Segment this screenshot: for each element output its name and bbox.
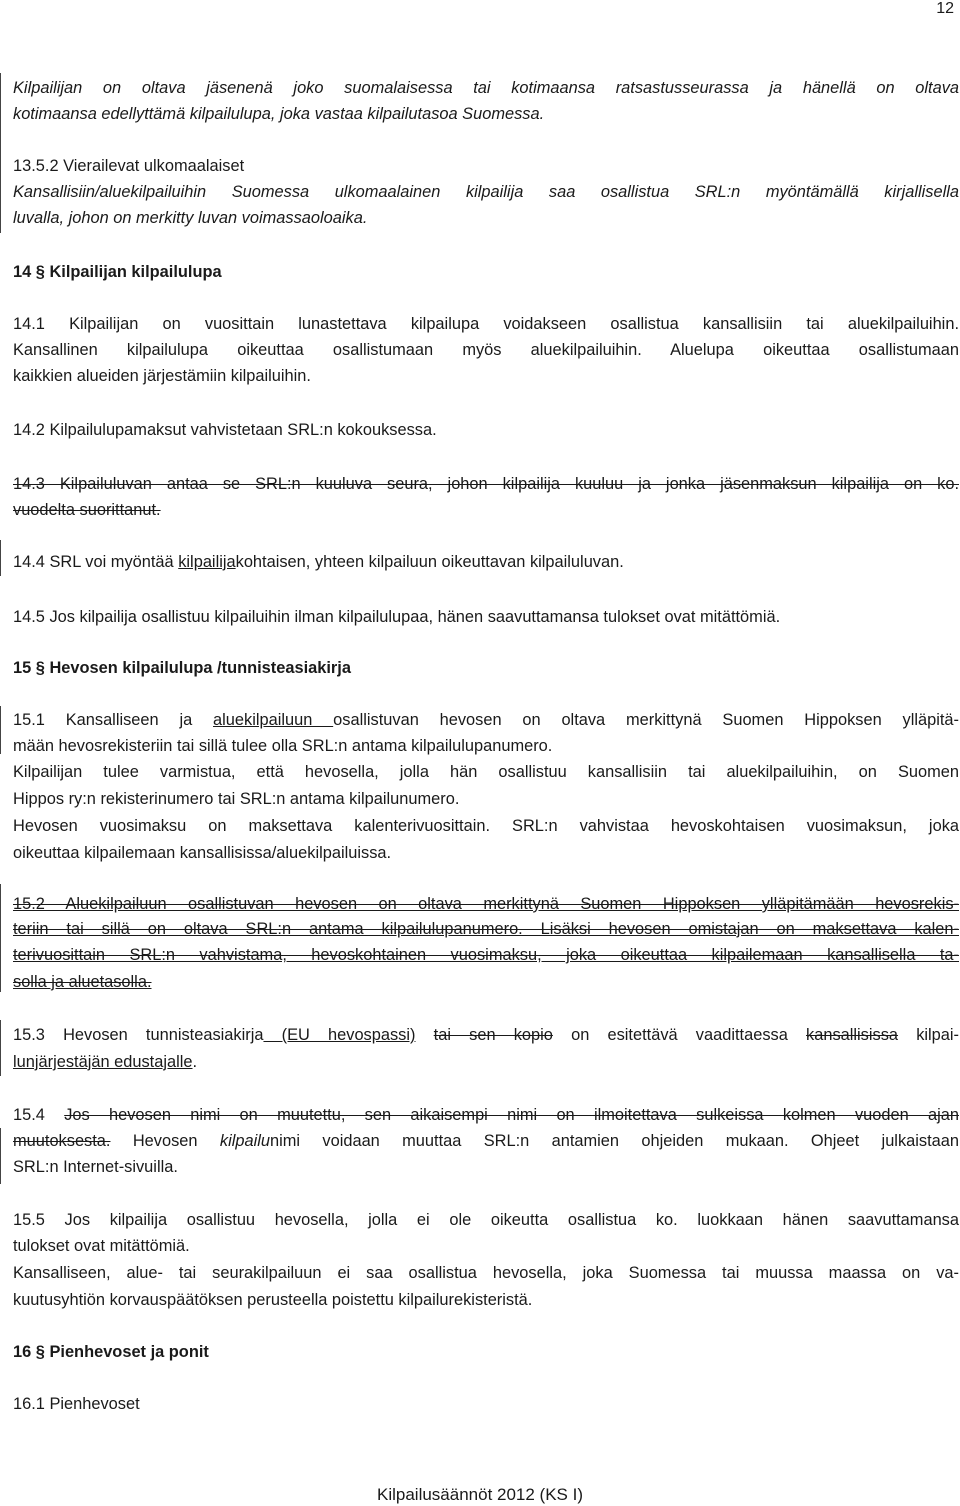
struck-text: kansallisissa bbox=[806, 1026, 899, 1044]
paragraph-16-1: 16.1 Pienhevoset bbox=[13, 1395, 140, 1413]
text-run: . bbox=[192, 1053, 198, 1071]
underlined-text: lunjärjestäjän edustajalle bbox=[13, 1053, 193, 1071]
paragraph-13-5-2-line: Kansallisiin/aluekilpailuihin Suomessa ulkomaalainen kilpailija saa osallistua SRL:n myöntämällä kirjallisella bbox=[13, 183, 959, 201]
section-heading-14: 14 § Kilpailijan kilpailulupa bbox=[13, 263, 222, 281]
text-run: Hevosen bbox=[110, 1132, 220, 1150]
paragraph-15-5-line: kuutusyhtiön korvauspäätöksen perusteella poistettu kilpailurekisteristä. bbox=[13, 1291, 533, 1309]
underlined-text: kilpailija bbox=[178, 553, 236, 571]
paragraph-15-1-line: mään hevosrekisteriin tai sillä tulee olla SRL:n antama kilpailulupanumero. bbox=[13, 737, 553, 755]
paragraph-15-4-line bbox=[13, 1107, 959, 1123]
paragraph-15-1-line: Hippos ry:n rekisterinumero tai SRL:n antama kilpailunumero. bbox=[13, 790, 460, 808]
struck-text: tai sen kopio bbox=[433, 1026, 553, 1044]
text-run: 15.4 bbox=[13, 1106, 65, 1124]
paragraph-14-1-line: Kansallinen kilpailulupa oikeuttaa osallistumaan myös aluekilpailuihin. Aluelupa oikeuttaa osallistumaan bbox=[13, 341, 959, 359]
paragraph-15-1-line: oikeuttaa kilpailemaan kansallisissa/aluekilpailuissa. bbox=[13, 844, 392, 862]
paragraph-15-2-struck-line: 15.2 Aluekilpailuun osallistuvan hevosen on oltava merkittynä Suomen Hippoksen ylläpitämään hevosrekis- bbox=[13, 895, 959, 913]
change-bar bbox=[0, 1020, 1, 1076]
page-footer: Kilpailusäännöt 2012 (KS I) bbox=[376, 1485, 584, 1504]
paragraph-13-5-line: Kilpailijan on oltava jäsenenä joko suomalaisessa tai kotimaansa ratsastusseurassa ja hänellä on oltava bbox=[13, 79, 959, 97]
paragraph-15-1-line bbox=[13, 712, 959, 728]
text-run: 14.4 SRL voi myöntää bbox=[13, 553, 179, 571]
paragraph-14-1-line: 14.1 Kilpailijan on vuosittain lunastettava kilpailupa voidakseen osallistua kansallisiin tai aluekilpailuihin. bbox=[13, 315, 959, 333]
text-run: osallistuvan hevosen on oltava merkittynä Suomen Hippoksen ylläpitä- bbox=[333, 711, 959, 729]
section-heading-16: 16 § Pienhevoset ja ponit bbox=[13, 1343, 209, 1361]
paragraph-14-3-struck-line: vuodelta suorittanut. bbox=[13, 501, 161, 519]
paragraph-15-5-line: tulokset ovat mitättömiä. bbox=[13, 1237, 190, 1255]
text-run: nimi voidaan muuttaa SRL:n antamien ohjeiden mukaan. Ohjeet julkaistaan bbox=[269, 1132, 959, 1150]
change-bar bbox=[0, 706, 1, 754]
text-run: on esitettävä vaadittaessa bbox=[552, 1026, 807, 1044]
paragraph-15-5-line: Kansalliseen, alue- tai seurakilpailuun ei saa osallistua hevosella, joka Suomessa tai muussa maassa on va- bbox=[13, 1264, 959, 1282]
change-bar bbox=[0, 884, 1, 992]
underlined-text: aluekilpailuun bbox=[213, 711, 334, 729]
paragraph-14-4 bbox=[13, 554, 624, 570]
section-heading-15: 15 § Hevosen kilpailulupa /tunnisteasiakirja bbox=[13, 659, 351, 677]
paragraph-14-3-struck-line: 14.3 Kilpailuluvan antaa se SRL:n kuuluva seura, johon kilpailija kuuluu ja jonka jäsenmaksun kilpailija on ko. bbox=[13, 475, 959, 493]
struck-text: Jos hevosen nimi on muutettu, sen aikaisempi nimi on ilmoitettava sulkeissa kolmen vuoden ajan bbox=[64, 1106, 959, 1124]
paragraph-15-2-struck-line: solla ja aluetasolla. bbox=[13, 973, 152, 991]
change-bar bbox=[0, 1128, 1, 1184]
paragraph-14-5: 14.5 Jos kilpailija osallistuu kilpailuihin ilman kilpailulupaa, hänen saavuttamansa tulokset ovat mitättömiä. bbox=[13, 608, 781, 626]
paragraph-15-2-struck-line: teriin tai sillä on oltava SRL:n antama kilpailulupanumero. Lisäksi hevosen omistajan on maksettava kalen- bbox=[13, 920, 959, 938]
text-run: kohtaisen, yhteen kilpailuun oikeuttavan kilpailuluvan. bbox=[235, 553, 624, 571]
paragraph-15-4-line: SRL:n Internet-sivuilla. bbox=[13, 1158, 178, 1176]
paragraph-15-1-line: Kilpailijan tulee varmistua, että hevosella, jolla hän osallistuu kansallisiin tai aluekilpailuihin, on Suomen bbox=[13, 763, 959, 781]
struck-text: muutoksesta. bbox=[13, 1132, 111, 1150]
change-bar bbox=[0, 73, 1, 233]
paragraph-14-2: 14.2 Kilpailulupamaksut vahvistetaan SRL:n kokouksessa. bbox=[13, 421, 437, 439]
paragraph-15-3-line bbox=[13, 1027, 959, 1043]
paragraph-14-1-line: kaikkien alueiden järjestämiin kilpailuihin. bbox=[13, 367, 311, 385]
paragraph-15-4-line bbox=[13, 1133, 959, 1149]
text-run bbox=[415, 1026, 433, 1044]
paragraph-15-2-struck-line: terivuosittain SRL:n vahvistama, hevoskohtainen vuosimaksu, joka oikeuttaa kilpailemaan kansallisella ta- bbox=[13, 946, 959, 964]
text-run: 15.3 Hevosen tunnisteasiakirja bbox=[13, 1026, 264, 1044]
change-bar bbox=[0, 540, 1, 576]
subsection-heading-13-5-2: 13.5.2 Vierailevat ulkomaalaiset bbox=[13, 157, 245, 175]
page-number: 12 bbox=[936, 0, 954, 17]
text-run: 15.1 Kansalliseen ja bbox=[13, 711, 214, 729]
paragraph-15-1-line: Hevosen vuosimaksu on maksettava kalenterivuosittain. SRL:n vahvistaa hevoskohtaisen vuosimaksun, joka bbox=[13, 817, 959, 835]
italic-text: kilpailu bbox=[219, 1132, 270, 1150]
paragraph-13-5-line: kotimaansa edellyttämä kilpailulupa, joka vastaa kilpailutasoa Suomessa. bbox=[13, 105, 545, 123]
underlined-text: (EU hevospassi) bbox=[263, 1026, 416, 1044]
paragraph-15-3-line bbox=[13, 1054, 197, 1070]
paragraph-13-5-2-line: luvalla, johon on merkitty luvan voimassaoloaika. bbox=[13, 209, 368, 227]
paragraph-15-5-line: 15.5 Jos kilpailija osallistuu hevosella, jolla ei ole oikeutta osallistua ko. luokkaan hänen saavuttamansa bbox=[13, 1211, 959, 1229]
text-run: kilpai- bbox=[898, 1026, 960, 1044]
